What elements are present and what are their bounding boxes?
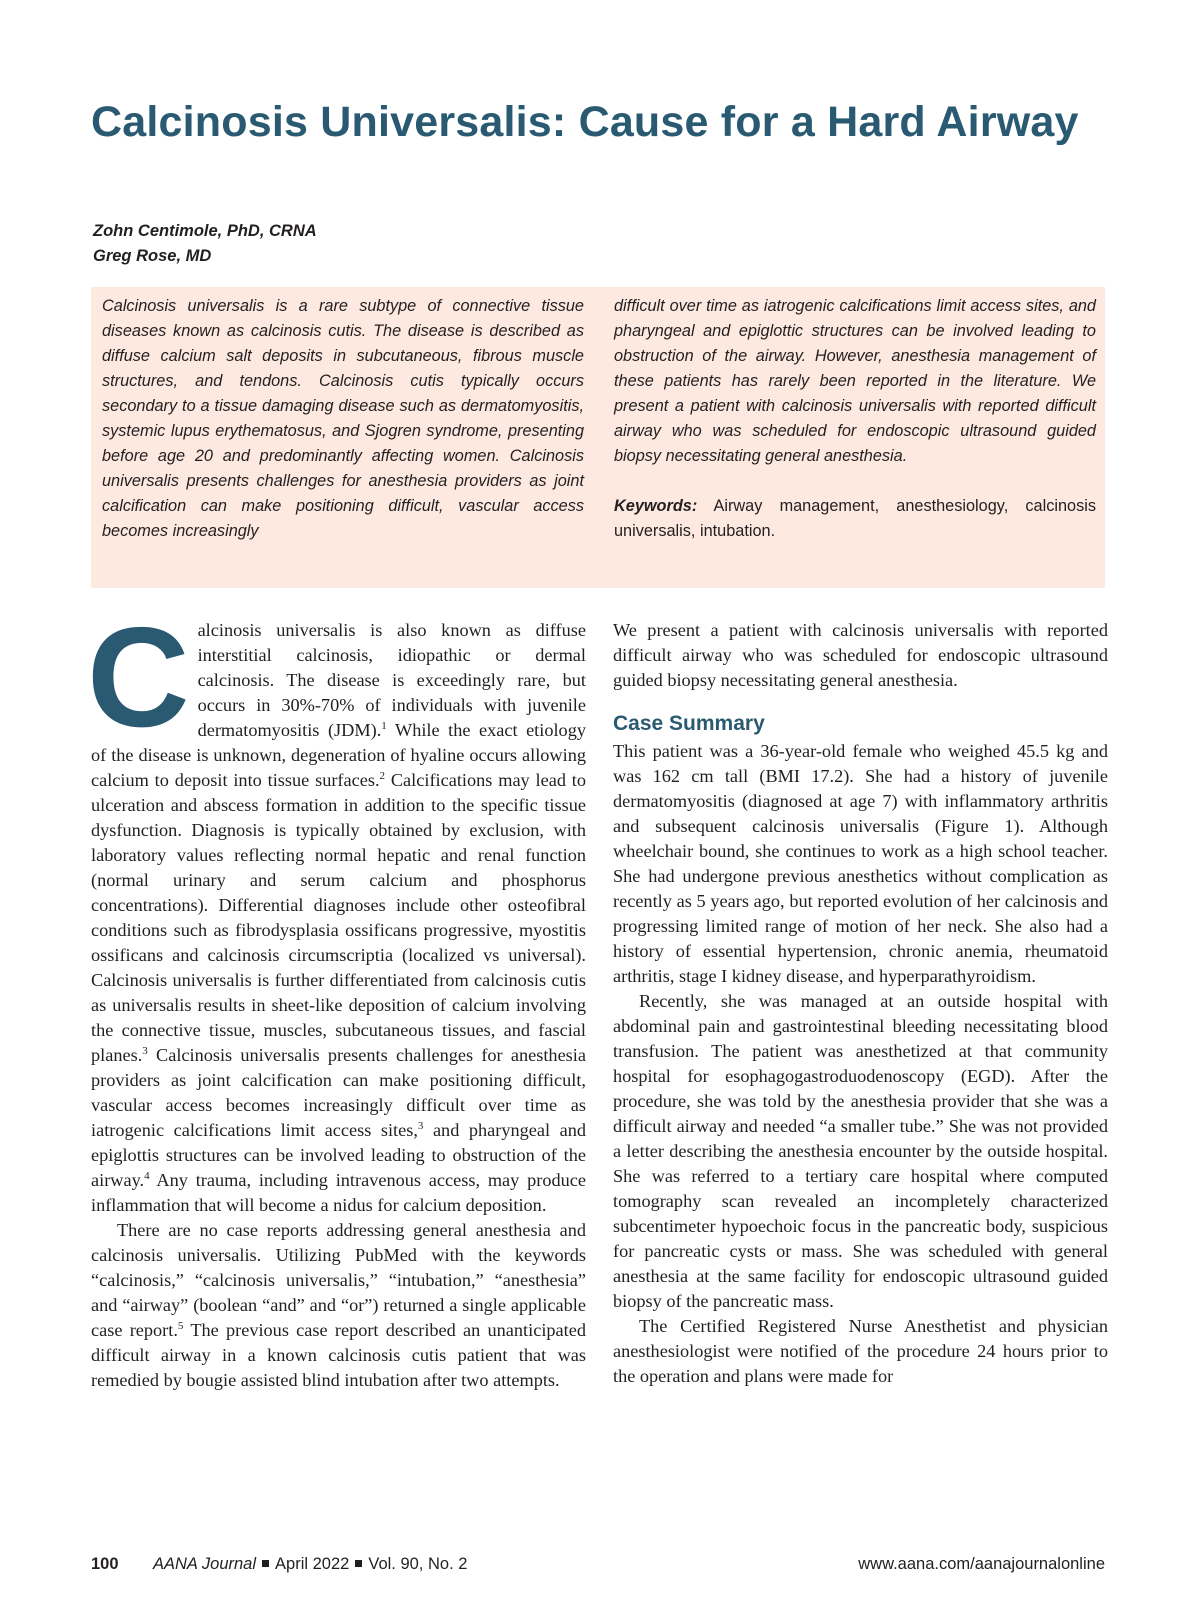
author-name: Zohn Centimole, PhD, CRNA (93, 222, 317, 240)
body-paragraph: There are no case reports addressing general anesthesia and calcinosis universalis. Utilizing PubMed with the keywords “calcinosis,” “calcinosis universalis,” “intubation,” “anesthesia” and “airway” (boolean “and” and “or”) returned a single applicable case report.$^5$ The previous case report described an unanticipated difficult airway in a known calcinosis cutis patient that was remedied by bougie assisted blind intubation after two attempts. (91, 1220, 586, 1390)
author-name: Greg Rose, MD (93, 247, 212, 265)
journal-name: AANA Journal (153, 1555, 257, 1573)
section-heading: Case Summary (613, 712, 765, 735)
body-column-left (87, 598, 587, 1393)
abstract-text: Calcinosis universalis is a rare subtype of connective tissue diseases known as calcinosis cutis. The disease is described as diffuse calcium salt deposits in subcutaneous, fibrous muscle structures, and tendons. Calcinosis cutis typically occurs secondary to a tissue damaging disease such as dermatomyositis, systemic lupus erythematosus, and Sjogren syndrome, presenting before age 20 and predominantly affecting women. Calcinosis universalis presents challenges for anesthesia providers as joint calcification can make positioning difficult, vascular access becomes increasingly (102, 297, 584, 540)
citation: 1 (381, 720, 387, 732)
abstract-column-left (102, 294, 584, 544)
article-title: Calcinosis Universalis: Cause for a Hard Airway (91, 98, 1079, 146)
drop-cap: C (87, 598, 190, 757)
body-paragraph: Calcinosis universalis is also known as diffuse interstitial calcinosis, idiopathic or dermal calcinosis. The disease is exceedingly rare, but occurs in 30%-70% of individuals with juvenile dermatomyositis (JDM).$^1$ While the exact etiology of the disease is unknown, degeneration of hyaline occurs allowing calcium to deposit into tissue surfaces.$^2$ Calcifications may lead to ulceration and abscess formation in addition to the specific tissue dysfunction. Diagnosis is typically obtained by exclusion, with laboratory values reflecting normal hepatic and renal function (normal urinary and serum calcium and phosphorus concentrations). Differential diagnoses include other osteofibral conditions such as fibrodysplasia ossificans progressive, myostitis ossificans and calcinosis circumscriptia (localized vs universal). Calcinosis universalis is further differentiated from calcinosis cutis as universalis results in sheet-like deposition of calcium involving the connective tissue, muscles, subcutaneous tissues, and fascial planes.$^3$ Calcinosis universalis presents challenges for anesthesia providers as joint calcification can make positioning difficult, vascular access becomes increasingly difficult over time as iatrogenic calcifications limit access sites,$^3$ and pharyngeal and epiglottis structures can be involved leading to obstruction of the airway.$^4$ Any trauma, including intravenous access, may produce inflammation that will become a nidus for calcium deposition. (87, 598, 587, 1215)
keywords (614, 494, 1096, 544)
abstract-box (91, 287, 1105, 588)
separator-square-icon (262, 1560, 269, 1567)
abstract-text: difficult over time as iatrogenic calcifications limit access sites, and pharyngeal and epiglottic structures can be involved leading to obstruction of the airway. However, anesthesia management of these patients has rarely been reported in the literature. We present a patient with calcinosis universalis with reported difficult airway who was scheduled for endoscopic ultrasound guided biopsy necessitating general anesthesia. (614, 297, 1096, 465)
keywords-text: Airway management, anesthesiology, calcinosis universalis, intubation. (614, 497, 1096, 540)
keywords-label: Keywords: (614, 497, 698, 515)
author-list (93, 219, 317, 269)
page-number: 100 (91, 1555, 119, 1573)
body-paragraph: We present a patient with calcinosis universalis with reported difficult airway who was scheduled for endoscopic ultrasound guided biopsy necessitating general anesthesia. (613, 620, 1108, 690)
body-column-right (613, 618, 1108, 1389)
citation: 3 (417, 1120, 424, 1132)
abstract-column-right (614, 294, 1096, 544)
volume-info: Vol. 90, No. 2 (368, 1555, 468, 1573)
journal-url-link[interactable]: www.aana.com/aanajournalonline (858, 1555, 1105, 1573)
body-paragraph: Recently, she was managed at an outside hospital with abdominal pain and gastrointestinal bleeding necessitating blood transfusion. The patient was anesthetized at that community hospital for esophagogastroduodenoscopy (EGD). After the procedure, she was told by the anesthesia provider that she was a difficult airway and needed “a smaller tube.” She was not provided a letter describing the anesthesia encounter by the outside hospital. She was referred to a tertiary care hospital where computed tomography scan revealed an incompletely characterized subcentimeter hypoechoic focus in the pancreatic body, suspicious for pancreatic cysts or mass. She was scheduled with general anesthesia at the same facility for endoscopic ultrasound guided biopsy of the pancreatic mass. (613, 991, 1108, 1311)
citation: 4 (144, 1170, 150, 1182)
journal-info (153, 1555, 467, 1574)
citation: 2 (379, 770, 386, 782)
separator-square-icon (355, 1560, 362, 1567)
body-paragraph: This patient was a 36-year-old female who weighed 45.5 kg and was 162 cm tall (BMI 17.2). She had a history of juvenile dermatomyositis (diagnosed at age 7) with inflammatory arthritis and subsequent calcinosis universalis (Figure 1). Although wheelchair bound, she continues to work as a high school teacher. She had undergone previous anesthetics without complication as recently as 5 years ago, but reported evolution of her calcinosis and progressing limited range of motion of her neck. She also had a history of essential hypertension, chronic anemia, rheumatoid arthritis, stage I kidney disease, and hyperparathyroidism. (613, 741, 1108, 986)
citation: 3 (142, 1045, 148, 1057)
body-paragraph: The Certified Registered Nurse Anesthetist and physician anesthesiologist were notified of the procedure 24 hours prior to the operation and plans were made for (613, 1316, 1108, 1386)
issue-date: April 2022 (275, 1555, 350, 1573)
page-footer (91, 1555, 1105, 1581)
citation: 5 (177, 1320, 184, 1332)
